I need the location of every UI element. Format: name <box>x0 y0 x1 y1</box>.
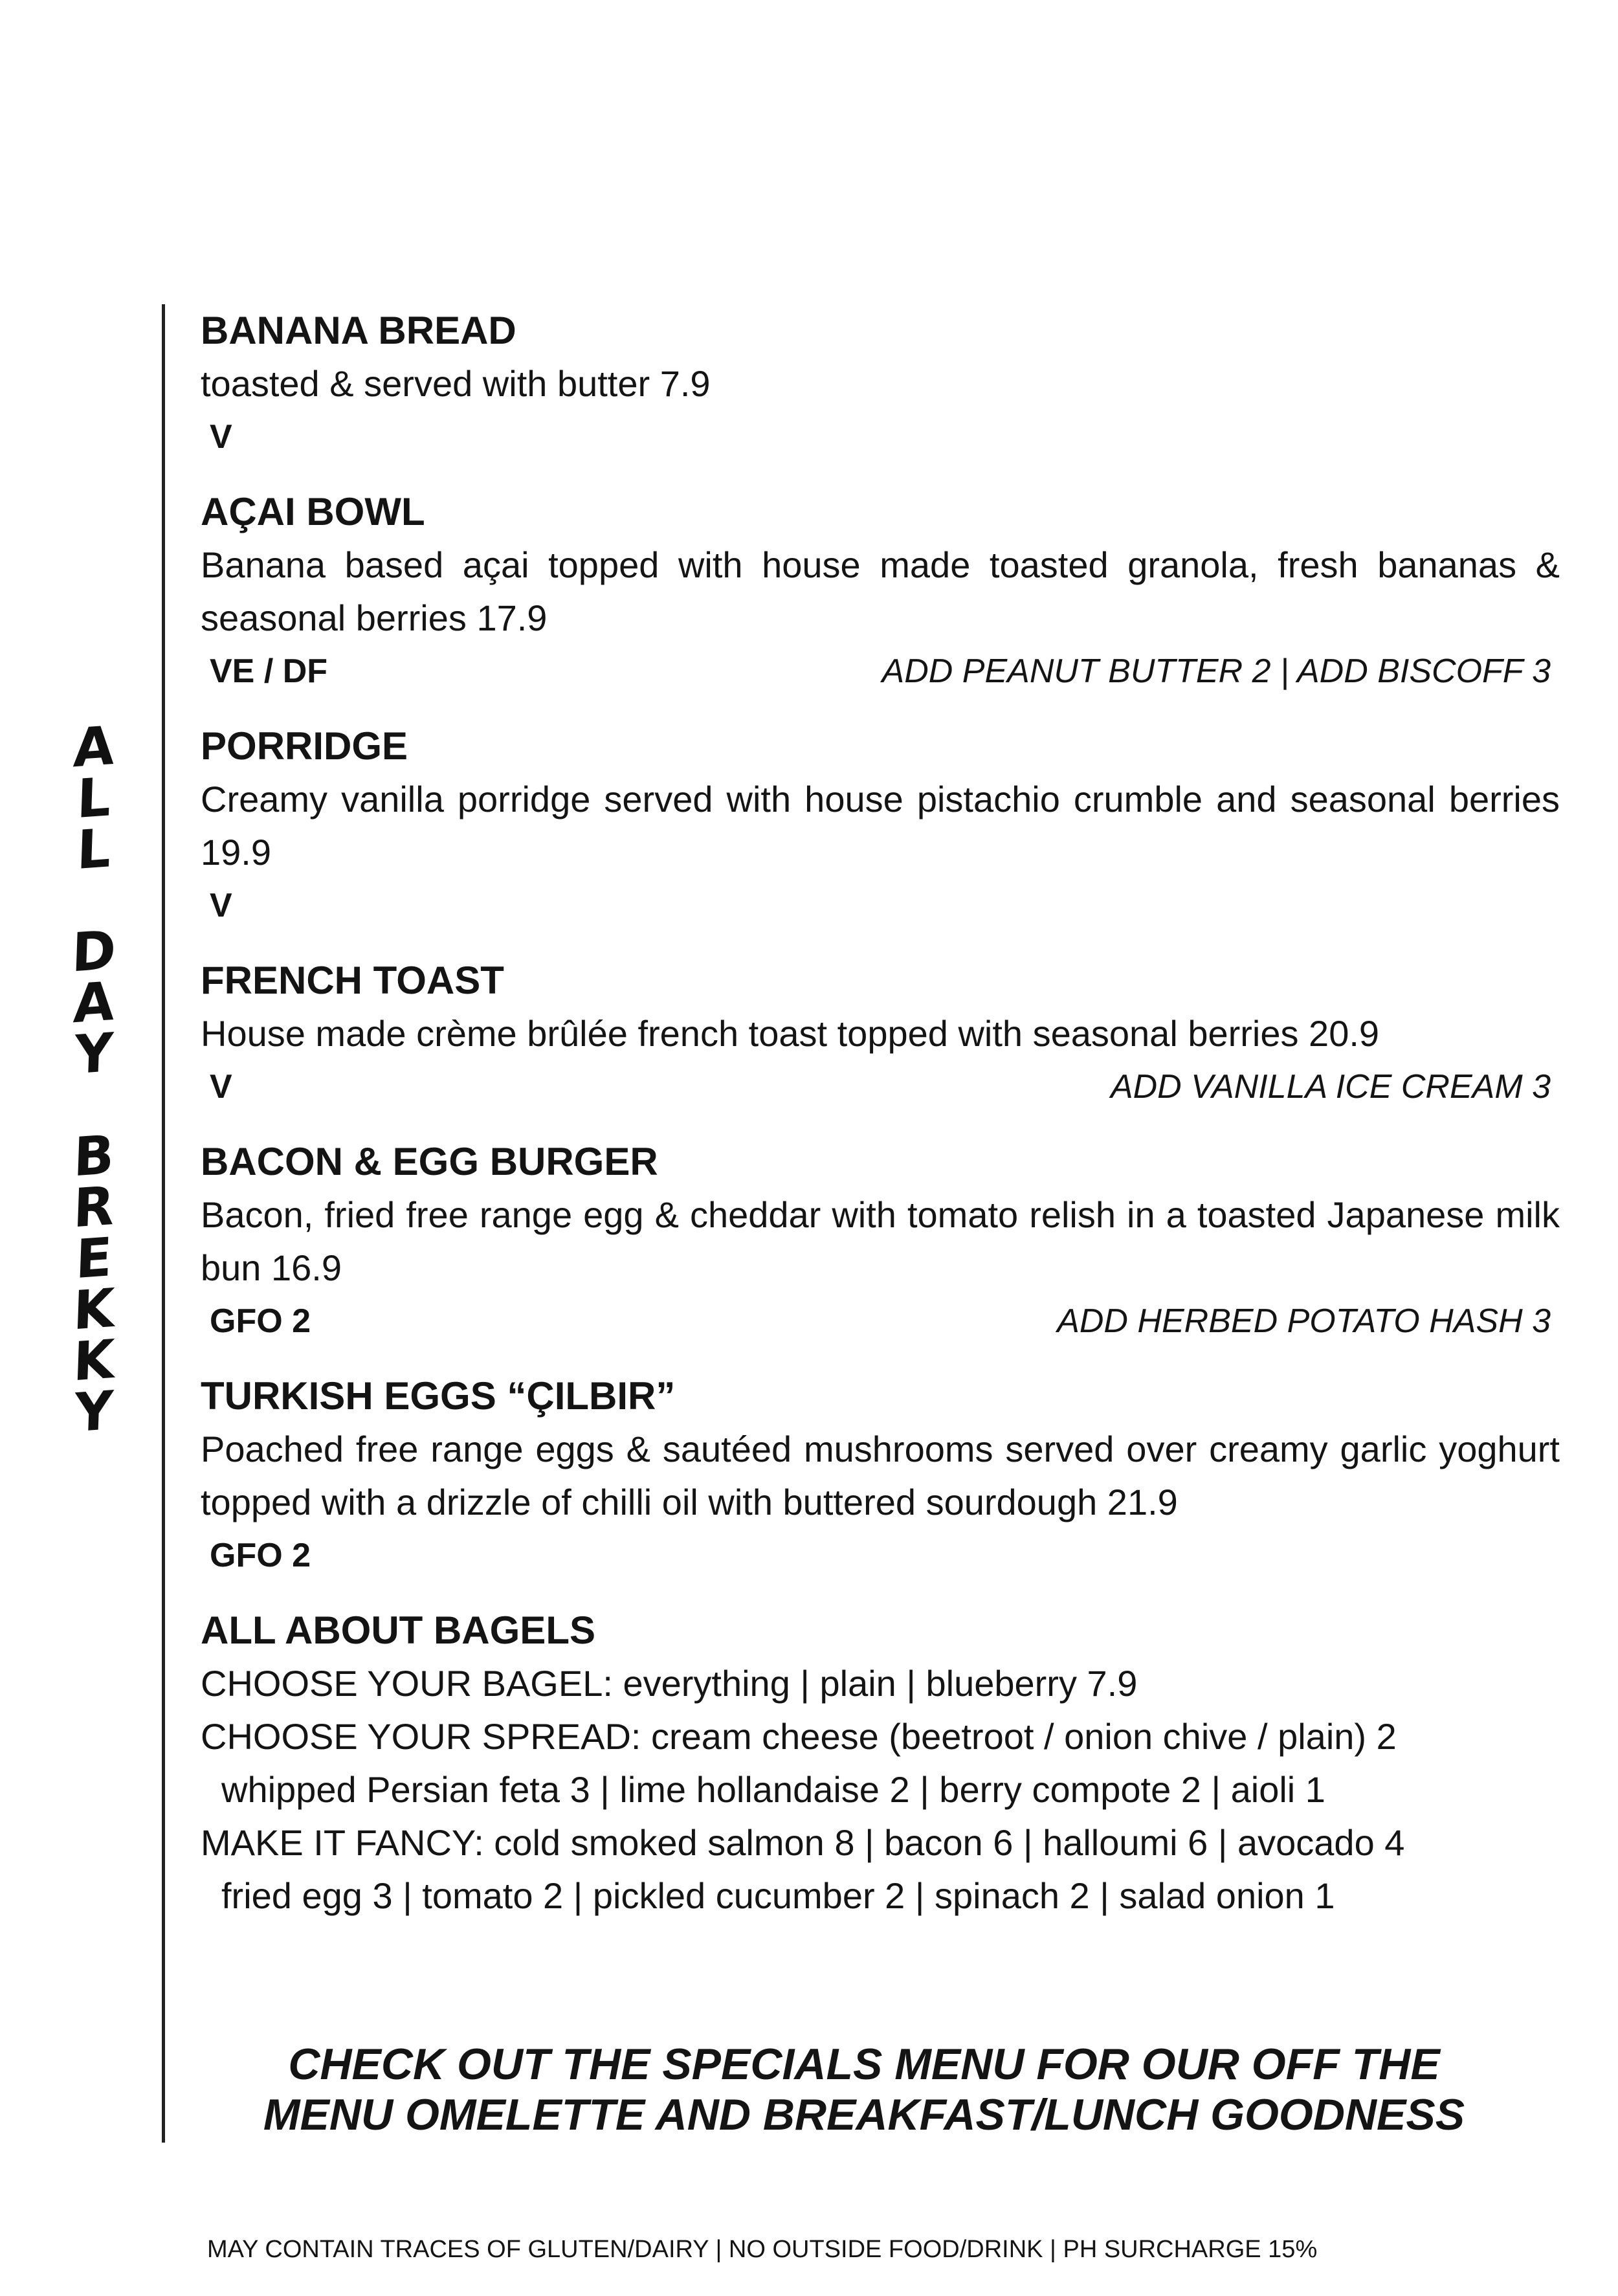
menu-item-french-toast <box>201 954 1560 1113</box>
side-title-letter: A <box>72 970 116 1036</box>
dietary-tag: GFO 2 <box>210 1537 311 1574</box>
side-title-letter: R <box>72 1175 116 1240</box>
dietary-tag: V <box>210 887 232 924</box>
bagel-option-line: fried egg 3 | tomato 2 | pickled cucumber 2 | spinach 2 | salad onion 1 <box>221 1875 1335 1916</box>
item-description: House made crème brûlée french toast topped with seasonal berries 20.9 <box>201 1013 1380 1054</box>
item-name: BANANA BREAD <box>201 309 516 352</box>
bagel-option-line: MAKE IT FANCY: cold smoked salmon 8 | bacon 6 | halloumi 6 | avocado 4 <box>201 1822 1405 1863</box>
side-title-letter: K <box>72 1328 116 1394</box>
item-meta <box>201 410 1560 463</box>
side-title-letter: A <box>72 715 116 780</box>
item-meta <box>201 1060 1560 1113</box>
menu-items <box>201 304 1560 1945</box>
footer-notice: MAY CONTAIN TRACES OF GLUTEN/DAIRY | NO OUTSIDE FOOD/DRINK | PH SURCHARGE 15% <box>207 2236 1318 2263</box>
side-title-letter: L <box>76 817 112 882</box>
bagel-option-line: CHOOSE YOUR SPREAD: cream cheese (beetroot / onion chive / plain) 2 <box>201 1716 1397 1757</box>
side-title-letter: L <box>76 766 112 831</box>
side-title-letter: E <box>74 1226 113 1291</box>
item-description: toasted & served with butter 7.9 <box>201 363 711 404</box>
side-title-letter: K <box>72 1277 116 1343</box>
item-description: Banana based açai topped with house made toasted granola, fresh bananas & seasonal berries 17.9 <box>201 544 1560 638</box>
item-description: Poached free range eggs & sautéed mushrooms served over creamy garlic yoghurt topped with a drizzle of chilli oil with buttered sourdough 21.9 <box>201 1429 1560 1522</box>
item-meta <box>201 879 1560 932</box>
item-name: BACON & EGG BURGER <box>201 1140 658 1183</box>
item-name: FRENCH TOAST <box>201 959 504 1002</box>
side-title-letter: Y <box>73 1021 115 1087</box>
menu-item-banana-bread <box>201 304 1560 463</box>
item-description: Bacon, fried free range egg & cheddar with tomato relish in a toasted Japanese milk bun 16.9 <box>201 1194 1560 1288</box>
section-title-all-day-brekky <box>58 715 129 1445</box>
bagel-option-line: whipped Persian feta 3 | lime hollandaise 2 | berry compote 2 | aioli 1 <box>221 1769 1325 1810</box>
addon-text: ADD VANILLA ICE CREAM 3 <box>1110 1068 1551 1106</box>
menu-item-bagels <box>201 1604 1560 1923</box>
specials-line: CHECK OUT THE SPECIALS MENU FOR OUR OFF THE <box>288 2040 1440 2089</box>
dietary-tag: V <box>210 1068 232 1106</box>
bagel-option-line: CHOOSE YOUR BAGEL: everything | plain | blueberry 7.9 <box>201 1663 1138 1704</box>
item-meta <box>201 1529 1560 1582</box>
item-meta <box>201 645 1560 698</box>
dietary-tag: VE / DF <box>210 652 328 690</box>
addon-text: ADD HERBED POTATO HASH 3 <box>1057 1302 1551 1340</box>
specials-callout <box>168 2039 1560 2140</box>
vertical-divider <box>162 304 165 2143</box>
item-name: PORRIDGE <box>201 724 408 768</box>
side-title-letter: Y <box>73 1379 115 1445</box>
menu-item-porridge <box>201 720 1560 932</box>
item-name: TURKISH EGGS “ÇILBIR” <box>201 1374 676 1418</box>
side-title-letter: B <box>72 1124 115 1189</box>
dietary-tag: V <box>210 418 232 456</box>
item-meta <box>201 1295 1560 1348</box>
menu-item-bacon-egg-burger <box>201 1135 1560 1348</box>
item-name: ALL ABOUT BAGELS <box>201 1609 595 1652</box>
specials-line: MENU OMELETTE AND BREAKFAST/LUNCH GOODNESS <box>263 2090 1465 2139</box>
menu-item-turkish-eggs <box>201 1370 1560 1582</box>
dietary-tag: GFO 2 <box>210 1302 311 1340</box>
item-description: Creamy vanilla porridge served with house pistachio crumble and seasonal berries 19.9 <box>201 779 1560 873</box>
side-title-letter: D <box>71 919 117 985</box>
item-name: AÇAI BOWL <box>201 490 425 533</box>
menu-item-acai-bowl <box>201 485 1560 698</box>
addon-text: ADD PEANUT BUTTER 2 | ADD BISCOFF 3 <box>881 652 1551 690</box>
